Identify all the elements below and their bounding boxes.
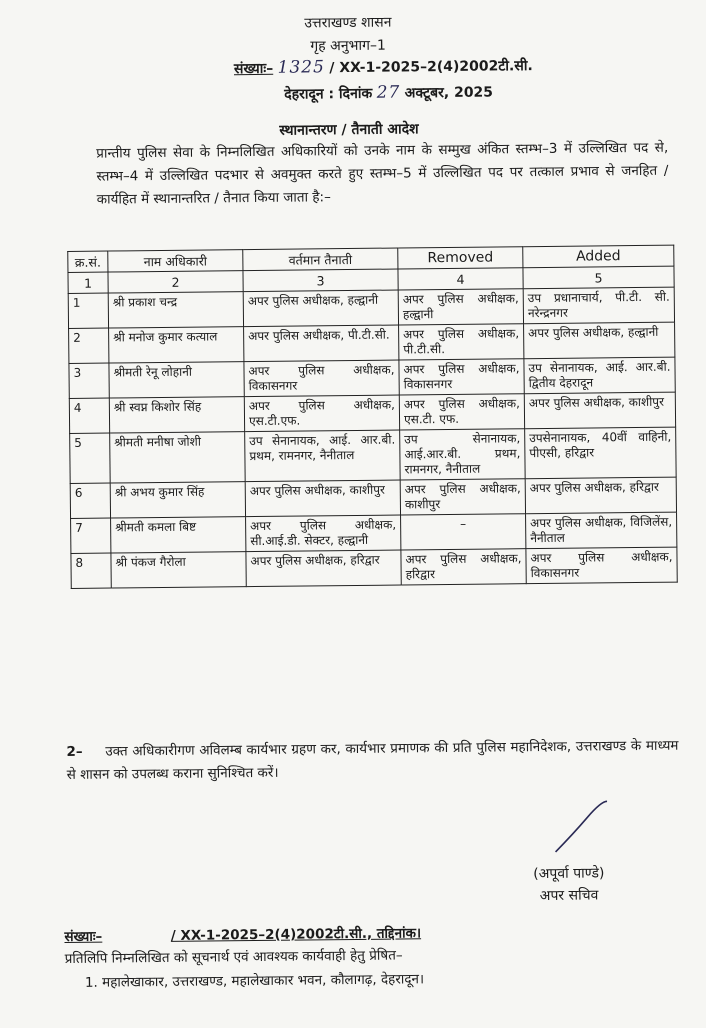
signature-mark bbox=[551, 797, 612, 858]
col-number: 2 bbox=[108, 271, 243, 293]
para-2-number: 2– bbox=[66, 743, 83, 761]
col-number: 5 bbox=[523, 266, 674, 289]
paragraph-2 bbox=[66, 735, 678, 787]
name-cell: श्री मनोज कुमार कत्याल bbox=[109, 327, 244, 363]
header-current: वर्तमान तैनाती bbox=[243, 248, 398, 271]
place-date bbox=[0, 80, 702, 106]
number-label: संख्याः– bbox=[233, 60, 274, 78]
table-row bbox=[70, 427, 676, 483]
col-number: 3 bbox=[243, 269, 398, 292]
col-number: 1 bbox=[68, 272, 108, 293]
serial-cell: 2 bbox=[69, 328, 109, 363]
name-cell: श्री अभय कुमार सिंह bbox=[110, 482, 245, 518]
current-post-cell: अपर पुलिस अधीक्षक, काशीपुर bbox=[245, 480, 400, 517]
serial-cell: 1 bbox=[68, 293, 108, 328]
footer-number bbox=[64, 923, 421, 947]
added-cell: अपर पुलिस अधीक्षक, हरिद्वार bbox=[525, 477, 676, 514]
added-cell: उपसेनानायक, 40वीं वाहिनी, पीएसी, हरिद्वार bbox=[525, 427, 677, 479]
footer-number-label: संख्याः– bbox=[64, 928, 103, 946]
copy-line: प्रतिलिपि निम्नलिखित को सूचनार्थ एवं आवश्यक कार्यवाही हेतु प्रेषित– bbox=[64, 947, 403, 968]
para-2-text: उक्त अधिकारीगण अविलम्ब कार्यभार ग्रहण कर, कार्यभार प्रमाणक की प्रति पुलिस महानिदेशक, उत्तराखण्ड के माध्यम से शासन को उपलब्ध कराना सुनिश्चित करें। bbox=[66, 737, 679, 784]
serial-cell: 6 bbox=[70, 483, 110, 518]
header-serial: क्र.सं. bbox=[68, 251, 108, 272]
handwritten-number: 1325 bbox=[277, 57, 325, 78]
removed-cell: अपर पुलिस अधीक्षक, हरिद्वार bbox=[401, 549, 526, 585]
serial-cell: 7 bbox=[71, 518, 111, 553]
order-number bbox=[0, 54, 701, 80]
removed-cell: अपर पुलिस अधीक्षक, पी.टी.सी. bbox=[399, 324, 524, 360]
place-date-label: देहरादून : दिनांक bbox=[284, 85, 373, 103]
name-cell: श्रीमती रेनू लोहानी bbox=[109, 362, 244, 398]
added-cell: अपर पुलिस अधीक्षक, काशीपुर bbox=[524, 392, 675, 429]
added-cell: उप सेनानायक, आई. आर.बी. द्वितीय देहरादून bbox=[524, 357, 675, 394]
govt-name: उत्तराखण्ड शासन bbox=[304, 14, 392, 32]
current-post-cell: अपर पुलिस अधीक्षक, विकासनगर bbox=[244, 360, 399, 397]
current-post-cell: अपर पुलिस अधीक्षक, सी.आई.डी. सेक्टर, हल्द्वानी bbox=[246, 515, 401, 552]
serial-cell: 3 bbox=[69, 363, 109, 398]
serial-cell: 5 bbox=[70, 433, 111, 483]
header-name: नाम अधिकारी bbox=[108, 250, 243, 272]
name-cell: श्रीमती कमला बिष्ट bbox=[111, 517, 246, 553]
current-post-cell: उप सेनानायक, आई. आर.बी. प्रथम, रामनगर, नैनीताल bbox=[245, 430, 401, 482]
signatory-designation: अपर सचिव bbox=[539, 887, 599, 905]
order-title: स्थानान्तरण / तैनाती आदेश bbox=[279, 121, 419, 139]
name-cell: श्री स्वप्न किशोर सिंह bbox=[109, 397, 244, 433]
removed-cell: उप सेनानायक, आई.आर.बी. प्रथम, रामनगर, नैनीताल bbox=[400, 429, 526, 480]
col-number: 4 bbox=[398, 268, 523, 290]
current-post-cell: अपर पुलिस अधीक्षक, पी.टी.सी. bbox=[244, 325, 399, 362]
current-post-cell: अपर पुलिस अधीक्षक, एस.टी.एफ. bbox=[244, 395, 399, 432]
header-removed: Removed bbox=[398, 247, 523, 269]
name-cell: श्रीमती मनीषा जोशी bbox=[110, 432, 246, 483]
table-row bbox=[71, 547, 677, 588]
signatory-name: (अपूर्वा पाण्डे) bbox=[533, 865, 605, 883]
header-added: Added bbox=[523, 245, 674, 268]
removed-cell: अपर पुलिस अधीक्षक, विकासनगर bbox=[399, 359, 524, 395]
footer-number-ref: / XX-1-2025–2(4)2002टी.सी., तद्दिनांक। bbox=[170, 925, 422, 944]
removed-cell: – bbox=[401, 514, 526, 550]
handwritten-day: 27 bbox=[376, 82, 401, 103]
added-cell: अपर पुलिस अधीक्षक, विकासनगर bbox=[526, 547, 677, 584]
added-cell: अपर पुलिस अधीक्षक, विजिलेंस, नैनीताल bbox=[526, 512, 677, 549]
added-cell: अपर पुलिस अधीक्षक, हल्द्वानी bbox=[524, 322, 675, 359]
section-name: गृह अनुभाग–1 bbox=[310, 37, 386, 55]
removed-cell: अपर पुलिस अधीक्षक, काशीपुर bbox=[400, 479, 525, 515]
month-year: अक्टूबर, 2025 bbox=[404, 84, 494, 102]
removed-cell: अपर पुलिस अधीक्षक, एस.टी. एफ. bbox=[399, 394, 524, 430]
transfer-table bbox=[67, 245, 678, 589]
serial-cell: 4 bbox=[69, 398, 109, 433]
serial-cell: 8 bbox=[71, 553, 111, 588]
current-post-cell: अपर पुलिस अधीक्षक, हल्द्वानी bbox=[243, 290, 398, 327]
removed-cell: अपर पुलिस अधीक्षक, हल्द्वानी bbox=[398, 289, 523, 325]
added-cell: उप प्रधानाचार्य, पी.टी. सी. नरेन्द्रनगर bbox=[523, 287, 674, 324]
name-cell: श्री प्रकाश चन्द्र bbox=[108, 292, 243, 328]
copy-item-1: 1. महालेखाकार, उत्तराखण्ड, महालेखाकार भवन, कौलागढ़, देहरादून। bbox=[84, 971, 425, 991]
current-post-cell: अपर पुलिस अधीक्षक, हरिद्वार bbox=[246, 550, 401, 587]
name-cell: श्री पंकज गैरोला bbox=[111, 552, 246, 588]
number-ref: / XX-1-2025–2(4)2002टी.सी. bbox=[329, 58, 533, 77]
intro-text: प्रान्तीय पुलिस सेवा के निम्नलिखित अधिकारियों को उनके नाम के सम्मुख अंकित स्तम्भ–3 में उल्लिखित पद से, स्तम्भ–4 में उल्लिखित पदभार से अवमुक्त करते हुए स्तम्भ–5 में उल्लिखित पद पर तत्काल प्रभाव से जनहित / कार्यहित में स्थानान्तरित / तैनात किया जाता है:– bbox=[96, 139, 669, 208]
intro-paragraph bbox=[60, 137, 669, 212]
